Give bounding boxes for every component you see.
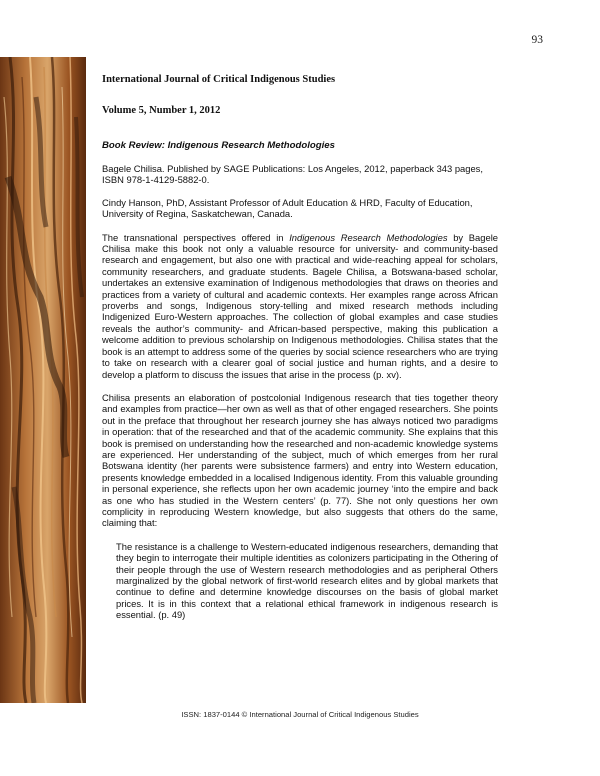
para1-before-italic: The transnational perspectives offered in (102, 231, 290, 243)
block-quote: The resistance is a challenge to Western-educated indigenous researchers, demanding that they begin to interrogate their multiple identities as colonizers participating in the Othering of their people through the use of Western research methodologies and as peripheral Others marginalized by the global network of first-world research elites and by global markets that continue to define and determine knowledge discourses on the basis of global market prices. It is in this context that a relational ethical framework in indigenous research is essential. (p. 49) (116, 540, 498, 621)
decorative-wood-image (0, 57, 86, 703)
journal-title: International Journal of Critical Indigenous Studies (102, 74, 336, 85)
body-paragraph-1 (102, 232, 498, 380)
footer-issn: ISSN: 1837-0144 © International Journal of Critical Indigenous Studies (181, 710, 419, 719)
book-title-italic: Indigenous Research Methodologies (289, 231, 448, 243)
article-content (102, 74, 498, 621)
journal-volume: Volume 5, Number 1, 2012 (102, 105, 221, 116)
book-citation: Bagele Chilisa. Published by SAGE Publications: Los Angeles, 2012, paperback 343 pages, ISBN 978-1-4129-5882-0. (102, 163, 483, 186)
page-number: 93 (531, 34, 543, 46)
reviewer-info: Cindy Hanson, PhD, Assistant Professor of Adult Education & HRD, Faculty of Education, University of Regina, Saskatchewan, Canada. (102, 196, 473, 220)
review-title: Book Review: Indigenous Research Methodologies (102, 140, 335, 151)
para1-after-italic: by Bagele Chilisa make this book not only a valuable resource for university- and community-based research and engagement, but also one with practical and wide-reaching appeal for scholars, community researchers, and graduate students. Bagele Chilisa, a Botswana-based scholar, undertakes an extensive examination of Indigenous methodologies that draws on theories and practices from a variety of cultural and academic contexts. Her examples range across African proverbs and songs, Indigenous story-telling and mixed research methods including Indigenized Euro-Western approaches. The collection of global examples and case studies reveals the author’s community- and African-based perspective, making this publication a welcome addition to previous scholarship on Indigenous methodologies. Chilisa states that the book is an attempt to address some of the queries by social science researchers who are trying to take on research with a clearer goal of social justice and human rights, and a desire to develop a platform to discuss the issues that arise in the process (p. xv). (102, 231, 498, 380)
body-paragraph-2: Chilisa presents an elaboration of postcolonial Indigenous research that ties together theory and examples from practice—her own as well as that of other engaged researchers. She points out in the preface that throughout her research journey she has always noticed two paradigms in operation: that of the researched and that of the academic community. She explains that this book is premised on understanding how the researched and non-academic knowledge systems are experienced. Her understanding of the subject, much of which emerges from her rural Botswana identity (her parents were subsistence farmers) and entry into Western education, presents knowledge embedded in a localised Indigenous identity. From this valuable grounding in personal experience, she reflects upon her own academic journey ‘into the empire and back as one who has studied in the Western centers’ (p. 77). She not only questions her own complicity in reproducing Western knowledge, but also suggests that others do the same, claiming that: (102, 391, 498, 529)
